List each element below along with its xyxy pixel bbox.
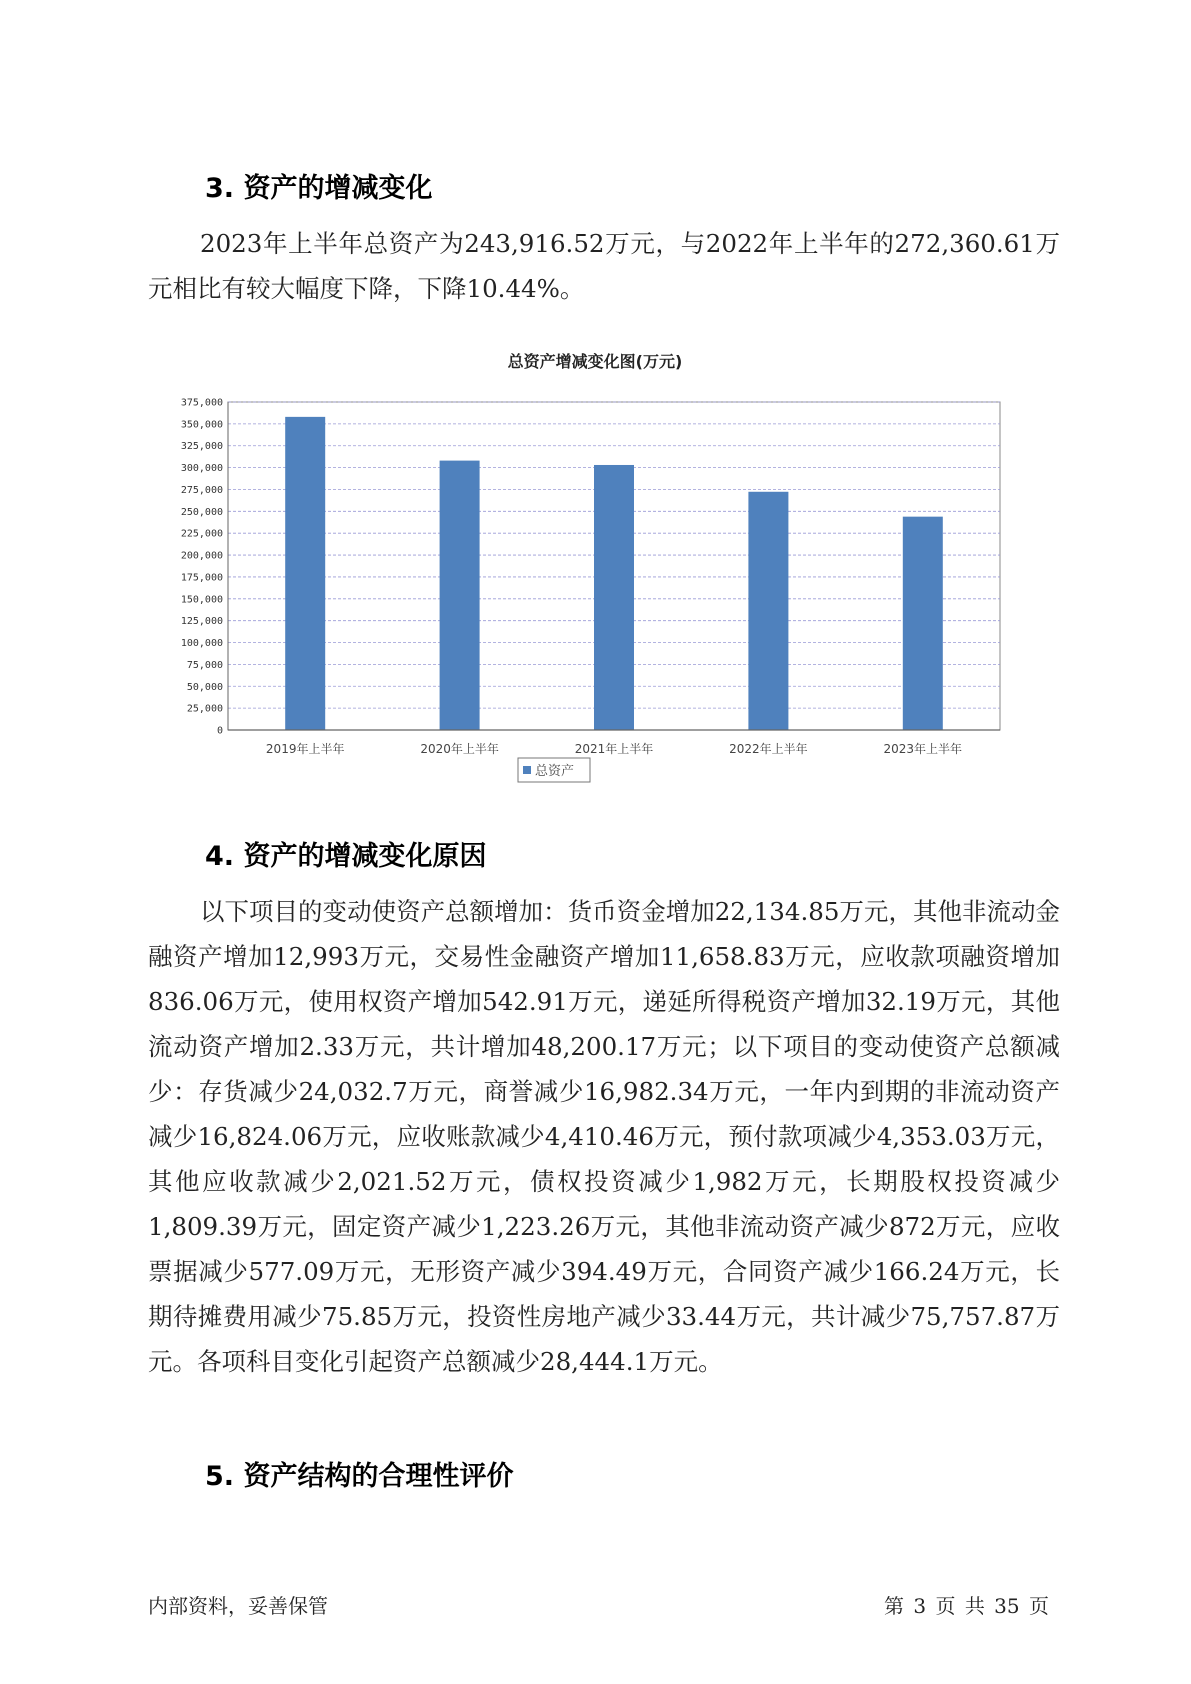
section-3-heading: 3. 资产的增减变化 <box>205 173 433 204</box>
bar <box>748 492 788 730</box>
footer-confidential: 内部资料，妥善保管 <box>148 1594 328 1618</box>
y-tick-label: 275,000 <box>180 484 223 496</box>
y-tick-label: 100,000 <box>180 638 223 650</box>
x-tick-label: 2019年上半年 <box>265 742 345 756</box>
y-tick-label: 50,000 <box>186 681 223 693</box>
chart-title: 总资产增减变化图(万元) <box>507 352 683 371</box>
x-tick-label: 2020年上半年 <box>420 742 499 756</box>
x-tick-label: 2021年上半年 <box>574 742 654 756</box>
y-tick-label: 0 <box>216 725 223 737</box>
section-5-heading: 5. 资产结构的合理性评价 <box>205 1461 514 1492</box>
y-tick-label: 25,000 <box>186 703 223 715</box>
section-4-text: 以下项目的变动使资产总额增加：货币资金增加22,134.85万元，其他非流动金融资产增加12,993万元，交易性金融资产增加11,658.83万元，应收款项融资增加836.06万元，使用权资产增加542.91万元，递延所得税资产增加32.19万元，其他流动资产增加2.33万元，共计增加48,200.17万元；以下项目的变动使资产总额减少：存货减少24,032.7万元，商誉减少16,982.34万元，一年内到期的非流动资产减少16,824.06万元，应收账款减少4,410.46万元，预付款项减少4,353.03万元，其他应收款减少2,021.52万元，债权投资减少1,982万元，长期股权投资减少1,809.39万元，固定资产减少1,223.26万元，其他非流动资产减少872万元，应收票据减少577.09万元，无形资产减少394.49万元，合同资产减少166.24万元，长期待摊费用减少75.85万元，投资性房地产减少33.44万元，共计减少75,757.87万元。各项科目变化引起资产总额减少28,444.1万元。 <box>148 897 1060 1376</box>
bar <box>285 417 325 730</box>
section-4-heading: 4. 资产的增减变化原因 <box>205 841 487 872</box>
y-tick-label: 150,000 <box>180 594 223 606</box>
x-tick-label: 2023年上半年 <box>883 742 963 756</box>
x-tick-label: 2022年上半年 <box>729 742 808 756</box>
y-tick-label: 375,000 <box>180 397 223 409</box>
y-tick-label: 175,000 <box>180 572 223 584</box>
y-tick-label: 75,000 <box>186 659 223 671</box>
legend-swatch <box>523 766 531 774</box>
section-3-text: 2023年上半年总资产为243,916.52万元，与2022年上半年的272,360.61万元相比有较大幅度下降，下降10.44%。 <box>148 229 1060 303</box>
bar <box>594 465 634 730</box>
legend-label: 总资产 <box>535 764 575 779</box>
legend <box>518 758 590 782</box>
y-tick-label: 125,000 <box>180 616 223 628</box>
section-3-paragraph <box>148 221 1060 311</box>
section-4-paragraph <box>148 889 1060 1384</box>
total-assets-chart <box>170 352 1020 812</box>
y-tick-label: 200,000 <box>180 550 223 562</box>
y-tick-label: 300,000 <box>180 463 223 475</box>
bar <box>903 517 943 730</box>
y-tick-label: 250,000 <box>180 506 223 518</box>
y-tick-label: 325,000 <box>180 441 223 453</box>
bar <box>440 461 480 730</box>
y-tick-label: 225,000 <box>180 528 223 540</box>
bar-chart <box>170 352 1020 812</box>
y-tick-label: 350,000 <box>180 419 223 431</box>
footer-page-number: 第 3 页 共 35 页 <box>884 1594 1049 1618</box>
